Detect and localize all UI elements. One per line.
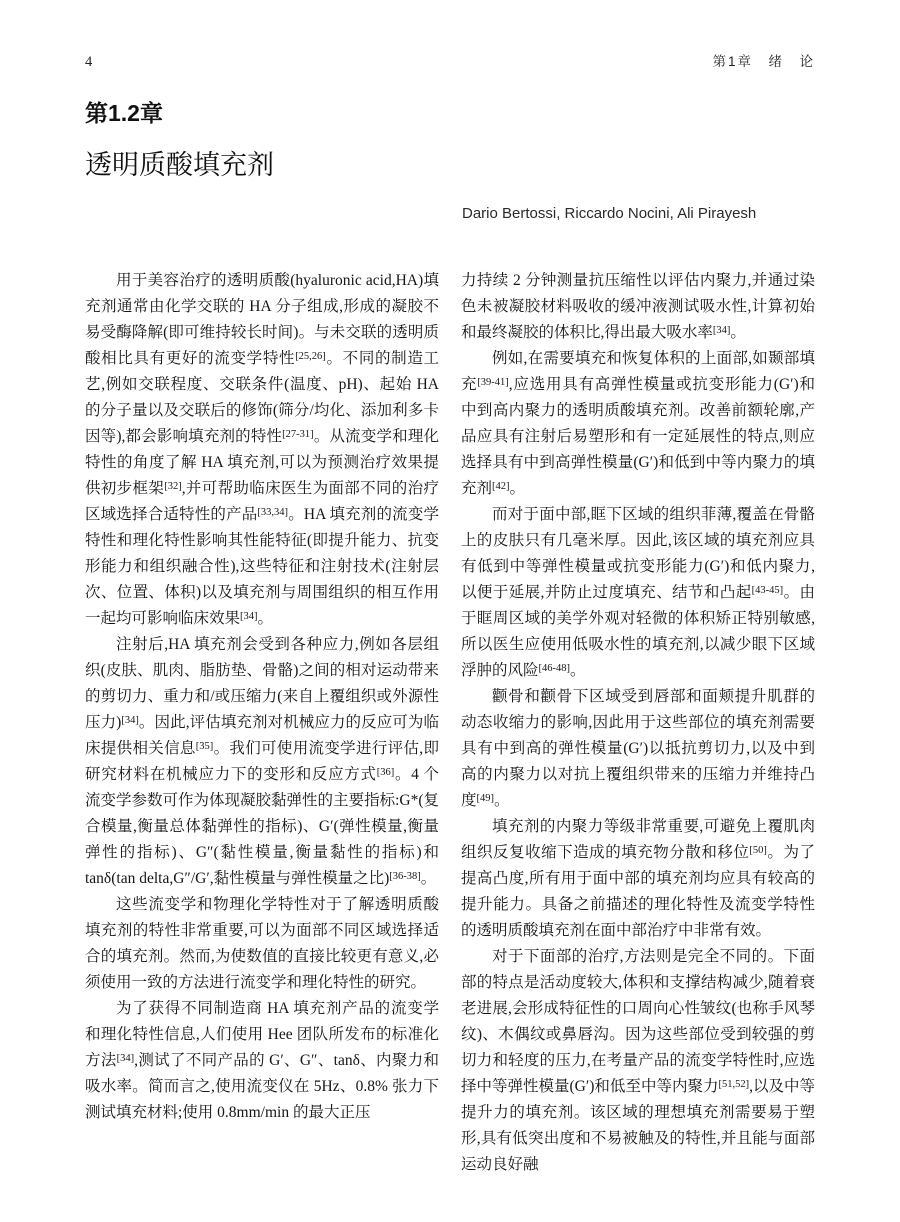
running-head-chapter: 第1章 绪 论 xyxy=(712,54,815,69)
authors-line: Dario Bertossi, Riccardo Nocini, Ali Pirayesh xyxy=(462,205,757,222)
body-paragraph: 为了获得不同制造商 HA 填充剂产品的流变学和理化特性信息,人们使用 Hee 团队所发布的标准化方法[34],测试了不同产品的 G′、G″、tanδ、内聚力和吸水率。简而言之,使用流变仪在 5Hz、0.8% 张力下测试填充材料;使用 0.8mm/min 的最大正压 xyxy=(85,1000,439,1121)
page-number: 4 xyxy=(85,54,93,70)
body-paragraph: 填充剂的内聚力等级非常重要,可避免上覆肌肉组织反复收缩下造成的填充物分散和移位[50]。为了提高凸度,所有用于面中部的填充剂均应具有较高的提升能力。具备之前描述的理化特性及流变学特性的透明质酸填充剂在面中部治疗中非常有效。 xyxy=(461,818,815,939)
body-paragraph: 颧骨和颧骨下区域受到唇部和面颊提升肌群的动态收缩力的影响,因此用于这些部位的填充剂需要具有中到高的弹性模量(G′)以抵抗剪切力,以及中到高的内聚力以对抗上覆组织带来的压缩力并维持凸度[49]。 xyxy=(461,688,815,809)
two-column-text xyxy=(85,268,815,1178)
chapter-label: 第1.2章 xyxy=(85,100,163,126)
chapter-title: 透明质酸填充剂 xyxy=(85,150,274,180)
body-paragraph: 力持续 2 分钟测量抗压缩性以评估内聚力,并通过染色未被凝胶材料吸收的缓冲液测试吸水性,计算初始和最终凝胶的体积比,得出最大吸水率[34]。 xyxy=(461,272,815,341)
body-paragraph: 而对于面中部,眶下区域的组织菲薄,覆盖在骨骼上的皮肤只有几毫米厚。因此,该区域的填充剂应具有低到中等弹性模量或抗变形能力(G′)和低内聚力,以便于延展,并防止过度填充、结节和凸起[43-45]。由于眶周区域的美学外观对轻微的体积矫正特别敏感,所以医生应使用低吸水性的填充剂,以减少眼下区域浮肿的风险[46-48]。 xyxy=(461,506,815,679)
body-paragraph: 例如,在需要填充和恢复体积的上面部,如颞部填充[39-41],应选用具有高弹性模量或抗变形能力(G′)和中到高内聚力的透明质酸填充剂。改善前额轮廓,产品应具有注射后易塑形和有一定延展性的特点,则应选择具有中到高弹性模量(G′)和低到中等内聚力的填充剂[42]。 xyxy=(461,350,815,497)
running-head xyxy=(85,50,815,71)
body-paragraph: 用于美容治疗的透明质酸(hyaluronic acid,HA)填充剂通常由化学交联的 HA 分子组成,形成的凝胶不易受酶降解(即可维持较长时间)。与未交联的透明质酸相比具有更好的流变学特性[25,26]。不同的制造工艺,例如交联程度、交联条件(温度、pH)、起始 HA 的分子量以及交联后的修饰(筛分/均化、添加利多卡因等),都会影响填充剂的特性[27-31]。从流变学和理化特性的角度了解 HA 填充剂,可以为预测治疗效果提供初步框架[32],并可帮助临床医生为面部不同的治疗区域选择合适特性的产品[33,34]。HA 填充剂的流变学特性和理化特性影响其性能特征(即提升能力、抗变形能力和组织融合性),这些特征和注射技术(注射层次、位置、体积)以及填充剂与周围组织的相互作用一起均可影响临床效果[34]。 xyxy=(85,272,439,627)
left-column xyxy=(85,268,439,1178)
body-paragraph: 这些流变学和物理化学特性对于了解透明质酸填充剂的特性非常重要,可以为面部不同区域选择适合的填充剂。然而,为使数值的直接比较更有意义,必须使用一致的方法进行流变学和理化特性的研究。 xyxy=(85,896,439,991)
right-column xyxy=(461,268,815,1178)
body-paragraph: 注射后,HA 填充剂会受到各种应力,例如各层组织(皮肤、肌肉、脂肪垫、骨骼)之间的相对运动带来的剪切力、重力和/或压缩力(来自上覆组织或外源性压力)[34]。因此,评估填充剂对机械应力的反应可为临床提供相关信息[35]。我们可使用流变学进行评估,即研究材料在机械应力下的变形和反应方式[36]。4 个流变学参数可作为体现凝胶黏弹性的主要指标:G*(复合模量,衡量总体黏弹性的指标)、G′(弹性模量,衡量弹性的指标)、G″(黏性模量,衡量黏性的指标)和 tanδ(tan delta,G″/G′,黏性模量与弹性模量之比)[36-38]。 xyxy=(85,636,439,887)
body-paragraph: 对于下面部的治疗,方法则是完全不同的。下面部的特点是活动度较大,体积和支撑结构减少,随着衰老进展,会形成特征性的口周向心性皱纹(也称手风琴纹)、木偶纹或鼻唇沟。因为这些部位受到较强的剪切力和轻度的压力,在考量产品的流变学特性时,应选择中等弹性模量(G′)和低至中等内聚力[51,52],以及中等提升力的填充剂。该区域的理想填充剂需要易于塑形,具有低突出度和不易被触及的特性,并且能与面部运动良好融 xyxy=(461,948,815,1173)
